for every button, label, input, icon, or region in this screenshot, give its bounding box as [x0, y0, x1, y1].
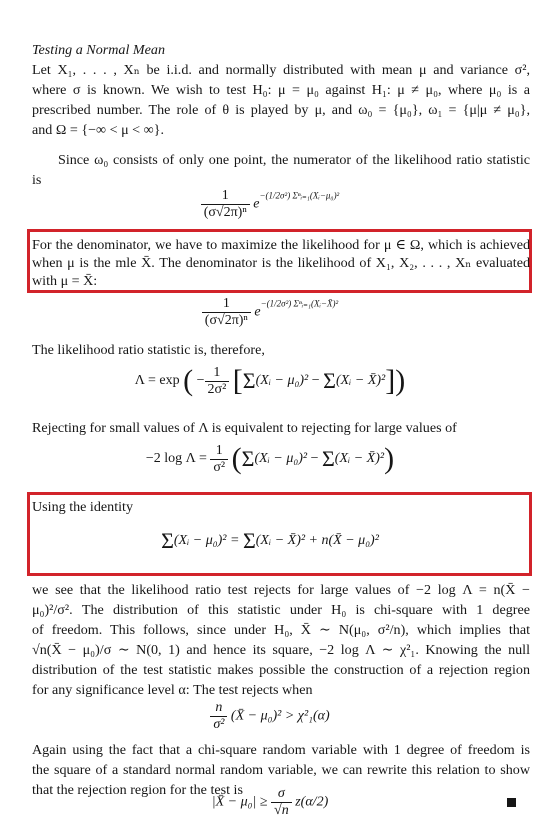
equation-reject: $\frac{n}{\text{σ²}}$ (X̄ − μ₀)² > χ²₁(α): [0, 700, 540, 733]
denominator-exponent: −(1/2σ²) Σⁿᵢ₌₁(Xᵢ−X̄)²: [260, 298, 339, 309]
para1-line3: prescribed number. The role of θ is played by μ, and ω₀ = {μ₀}, ω₁ = {μ|μ ≠ μ₀},: [32, 102, 530, 118]
end-of-proof-square-icon: [507, 798, 516, 807]
para2-line1: Since ω₀ consists of only one point, the numerator of the likelihood ratio statistic: [58, 152, 530, 168]
sum-symbol: Σ: [323, 368, 336, 393]
para6-line3: that the rejection region for the test is: [32, 782, 243, 798]
lambda-coefficient: $\frac{1}{\text{2σ²}}$: [205, 365, 230, 398]
para2-line2: is: [32, 172, 42, 188]
para1-line4: and Ω = {−∞ < μ < ∞}.: [32, 122, 164, 138]
numerator-exponent: −(1/2σ²) Σⁿᵢ₌₁(Xᵢ−μ₀)²: [259, 190, 340, 201]
para1-line1: Let X₁, . . . , Xₙ be i.i.d. and normally distributed with mean μ and variance σ²,: [32, 62, 530, 78]
equation-log-lambda: −2 log Λ = $\frac{1}{\text{σ²}}$ (Σ(Xᵢ − μ₀)² − Σ(Xᵢ − X̄)²): [145, 442, 395, 475]
para6-line2: the square of a standard normal random variable, we can rewrite this relation to show: [32, 762, 530, 778]
log-coefficient: $\frac{1}{\text{σ²}}$: [210, 443, 228, 476]
para5-line2: μ₀)²/σ². The distribution of this statistic under H₀ is chi-square with 1 degree: [32, 602, 530, 618]
equation-lambda: Λ = exp ( − $\frac{1}{\text{2σ²}}$ [Σ(Xᵢ − μ₀)² − Σ(Xᵢ − X̄)²]): [134, 364, 406, 397]
highlight1-line1: For the denominator, we have to maximize the likelihood for μ ∈ Ω, which is achieved: [32, 237, 530, 253]
para1-line2: where σ is known. We wish to test H₀: μ = μ₀ against H₁: μ ≠ μ₀, where μ₀ is a: [32, 82, 530, 98]
equation-numerator: $\frac{1}{\text{(σ√2π)ⁿ}}$ $e^{-(1/2\sigma^2) \Sigma^nᵢ_{=1}(Xᵢ-\mu_0)^2}$: [0, 188, 540, 221]
numerator-fraction: $\frac{1}{\text{(σ√2π)ⁿ}}$: [201, 188, 250, 221]
equation-final: |X̄ − μ₀| ≥ $\frac{\sigma}{√n}$ z(α/2): [211, 786, 329, 818]
equation-denominator: $\frac{1}{\text{(σ√2π)ⁿ}}$ $e^{-(1/2\sigma^2) \Sigma^nᵢ_{=1}(Xᵢ-X̄)^2}$: [0, 296, 540, 329]
sum-symbol: Σ: [161, 528, 174, 553]
para5-line3: of freedom. This follows, since under H₀, X̄ ∼ N(μ₀, σ²/n), which implies that: [32, 622, 530, 638]
highlight1-line2: when μ is the mle X̄. The denominator is the likelihood of X₁, X₂, . . . , Xₙ evaluated: [32, 255, 530, 271]
para4: Rejecting for small values of Λ is equivalent to rejecting for large values of: [32, 420, 457, 436]
section-title: Testing a Normal Mean: [32, 42, 165, 58]
para5-line1: we see that the likelihood ratio test rejects for large values of −2 log Λ = n(X̄ −: [32, 582, 530, 598]
highlight2-text: Using the identity: [32, 499, 133, 515]
para6-line1: Again using the fact that a chi-square random variable with 1 degree of freedom is: [32, 742, 530, 758]
sum-symbol: Σ: [242, 368, 256, 393]
sum-symbol: Σ: [242, 528, 256, 553]
sum-symbol: Σ: [241, 446, 255, 471]
para5-line6: for any significance level α: The test rejects when: [32, 682, 313, 698]
highlight1-line3: with μ = X̄:: [32, 273, 98, 289]
para5-line4: √n(X̄ − μ₀)/σ ∼ N(0, 1) and hence its square, −2 log Λ ∼ χ²₁. Knowing the null: [32, 642, 530, 658]
equation-identity: Σ(Xᵢ − μ₀)² = Σ(Xᵢ − X̄)² + n(X̄ − μ₀)²: [161, 528, 379, 553]
sum-symbol: Σ: [321, 446, 335, 471]
final-fraction: $\frac{\sigma}{√n}$: [271, 786, 292, 819]
para3: The likelihood ratio statistic is, therefore,: [32, 342, 265, 358]
denominator-fraction: $\frac{1}{\text{(σ√2π)ⁿ}}$: [202, 296, 251, 329]
para5-line5: distribution of the test statistic makes possible the construction of a rejection region: [32, 662, 530, 678]
reject-coefficient: $\frac{n}{\text{σ²}}$: [210, 700, 227, 733]
